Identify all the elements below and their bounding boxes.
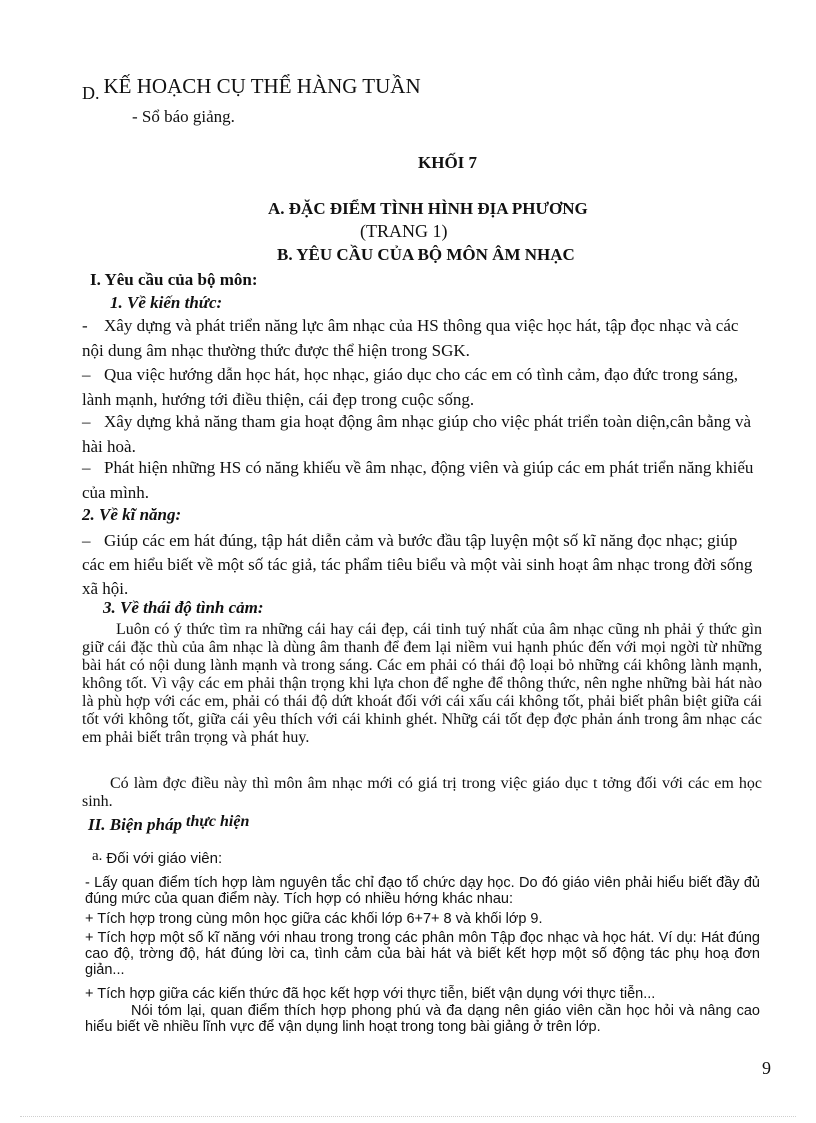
measures-item: + Tích hợp trong cùng môn học giữa các khối lớp 6+7+ 8 và khối lớp 9. [85, 911, 543, 927]
part-a-title: A. ĐẶC ĐIỂM TÌNH HÌNH ĐỊA PHƯƠNG [268, 199, 588, 218]
measures-item: - Lấy quan điểm tích hợp làm nguyên tắc chỉ đạo tổ chức dạy học. Do đó giáo viên phải hiểu biết đầy đủ đúng mức của quan điểm này. Tích hợp có nhiều hớng khác nhau: [85, 875, 760, 907]
attitude-paragraph-conclusion: Có làm đợc điều này thì môn âm nhạc mới có giá trị trong việc giáo dục t tởng đối với các em học sinh. [82, 775, 762, 810]
section-d-title: KẾ HOẠCH CỤ THỂ HÀNG TUẦN [103, 74, 421, 98]
measures-heading-lead: II. Biện pháp [88, 815, 182, 834]
knowledge-item-text: Qua việc hướng dẫn học hát, học nhạc, giáo dục cho các em có tình cảm, đạo đức trong sáng, lành mạnh, hướng tới điều thiện, cái đẹp trong cuộc sống. [82, 365, 739, 409]
knowledge-item [82, 313, 762, 363]
measures-item: + Tích hợp giữa các kiến thức đã học kết hợp với thực tiễn, biết vận dụng với thực tiễn... [85, 986, 656, 1002]
bullet-dash: – [82, 531, 91, 550]
requirements-heading: I. Yêu cầu của bộ môn: [90, 270, 258, 289]
measures-heading-tail: thực hiện [186, 813, 250, 830]
teacher-subheading [92, 850, 222, 868]
knowledge-item [82, 409, 762, 459]
measures-heading [88, 815, 249, 835]
subheading-title: Đối với giáo viên: [106, 850, 223, 867]
bullet-dash: - [82, 316, 88, 335]
measures-item: + Tích hợp một số kĩ năng với nhau trong trong các phân môn Tập đọc nhạc và học hát. Ví dụ: Hát đúng cao độ, trờng độ, hát đúng lời ca, tình cảm của bài hát và biết kết hợp một số động tác phụ hoạ đơn giản... [85, 930, 760, 978]
knowledge-item-text: Phát hiện những HS có năng khiếu về âm nhạc, động viên và giúp các em phát triển năng khiếu của mình. [82, 458, 754, 502]
bullet-dash: – [82, 458, 91, 477]
knowledge-item [82, 455, 762, 505]
knowledge-item-text: Xây dựng và phát triển năng lực âm nhạc của HS thông qua việc học hát, tập đọc nhạc và các nội dung âm nhạc thường thức được thể hiện trong SGK. [82, 316, 739, 360]
attitude-heading: 3. Về thái độ tình cảm: [103, 598, 264, 617]
measures-summary: Nói tóm lại, quan điểm thích hợp phong phú và đa dạng nên giáo viên cần học hỏi và nâng cao hiểu biết về nhiều lĩnh vực để vận dụng linh hoạt trong tong bài giảng ở trên lớp. [85, 1003, 760, 1035]
skills-item-text: Giúp các em hát đúng, tập hát diễn cảm và bước đầu tập luyện một số kĩ năng đọc nhạc; giúp các em hiểu biết về một số tác giả, tác phẩm tiêu biểu và một vài sinh hoạt âm nhạc trong đời sống xã hội. [82, 531, 753, 598]
section-d-letter: D. [82, 83, 100, 103]
attitude-paragraph: Luôn có ý thức tìm ra những cái hay cái đẹp, cái tinh tuý nhất của âm nhạc cũng nh phải ý thức gìn giữ cái đặc thù của âm nhạc là dùng âm thanh để đem lại niềm vui hạnh phúc đến với mọi ngời từ những bài hát có nội dung lành mạnh và trong sáng. Các em phải có thái độ loại bỏ những cái không lành mạnh, không tốt. Vì vậy các em phải thận trọng khi lựa chon để nghe để thông thức, nên nghe những bài hát nào là phù hợp với các em, phải có thái độ dứt khoát đối với cái xấu cái không tốt, phải biết phân biệt giữa cái tốt với không tốt, giữa cái yêu thích với cái khinh ghét. Nhữg cái tốt đẹp đợc phản ánh trong âm nhạc các em phải biết trân trọng và phát huy. [82, 621, 762, 746]
section-d-item: - Sổ báo giảng. [132, 107, 235, 126]
bullet-dash: – [82, 365, 91, 384]
page-bottom-rule [20, 1116, 796, 1117]
part-b-title: B. YÊU CẦU CỦA BỘ MÔN ÂM NHẠC [277, 245, 575, 264]
skills-heading: 2. Về kĩ năng: [82, 505, 182, 524]
grade-title: KHỐI 7 [418, 153, 478, 172]
knowledge-item [82, 362, 762, 412]
part-a-ref: (TRANG 1) [360, 221, 448, 241]
section-d-heading [82, 74, 421, 103]
knowledge-heading: 1. Về kiến thức: [110, 293, 223, 312]
knowledge-item-text: Xây dựng khả năng tham gia hoạt động âm nhạc giúp cho việc phát triển toàn diện,cân bằng và hài hoà. [82, 412, 751, 456]
subheading-letter: a. [92, 848, 103, 864]
page-number: 9 [762, 1058, 771, 1078]
bullet-dash: – [82, 412, 91, 431]
skills-item [82, 529, 762, 601]
